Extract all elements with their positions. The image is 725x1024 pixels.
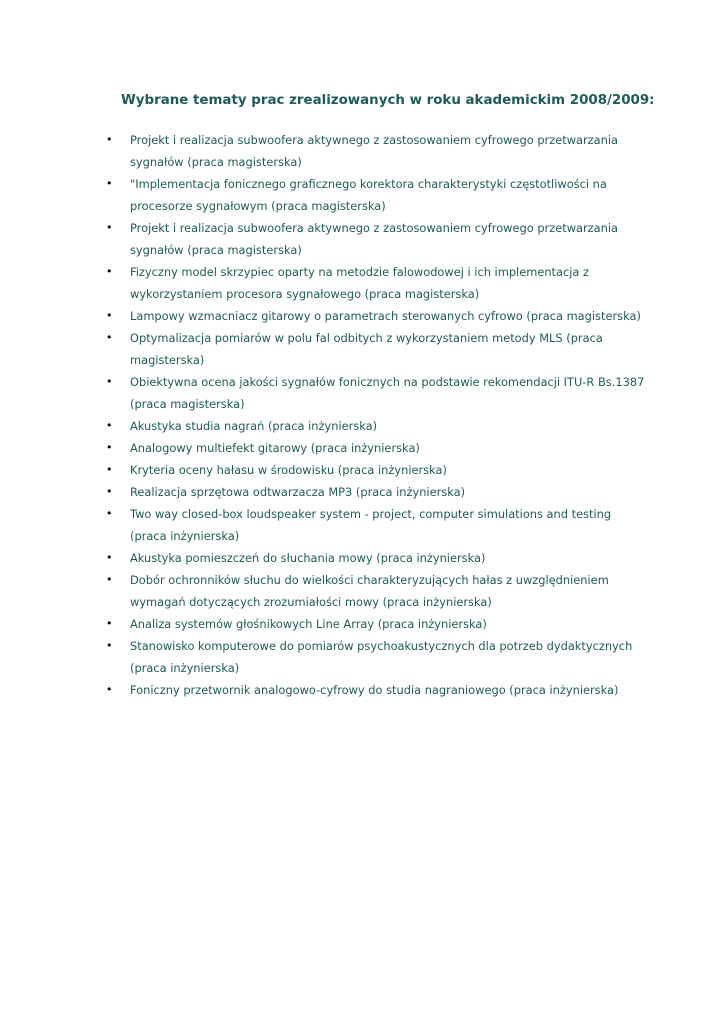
list-item <box>106 415 646 437</box>
list-item <box>106 481 646 503</box>
list-item <box>106 327 646 371</box>
topic-text: Realizacja sprzętowa odtwarzacza MP3 (praca inżynierska) <box>130 485 466 499</box>
bullet-icon: • <box>106 683 113 696</box>
topic-text: Analogowy multiefekt gitarowy (praca inżynierska) <box>130 441 420 455</box>
topic-text: Stanowisko komputerowe do pomiarów psychoakustycznych dla potrzeb dydaktycznych (praca inżynierska) <box>130 639 633 675</box>
topic-text: Akustyka pomieszczeń do słuchania mowy (praca inżynierska) <box>130 551 486 565</box>
topic-text: Fizyczny model skrzypiec oparty na metodzie falowodowej i ich implementacja z wykorzystaniem procesora sygnałowego (praca magisterska) <box>130 265 590 301</box>
topic-text: Projekt i realizacja subwoofera aktywnego z zastosowaniem cyfrowego przetwarzania sygnałów (praca magisterska) <box>130 133 619 169</box>
topic-text: "Implementacja fonicznego graficznego korektora charakterystyki częstotliwości na procesorze sygnałowym (praca magisterska) <box>130 177 607 213</box>
topic-text: Two way closed-box loudspeaker system - project, computer simulations and testing (praca inżynierska) <box>130 507 612 543</box>
bullet-icon: • <box>106 507 113 520</box>
topic-text: Analiza systemów głośnikowych Line Array (praca inżynierska) <box>130 617 487 631</box>
bullet-icon: • <box>106 133 113 146</box>
bullet-icon: • <box>106 419 113 432</box>
bullet-icon: • <box>106 573 113 586</box>
topic-text: Optymalizacja pomiarów w polu fal odbitych z wykorzystaniem metody MLS (praca magisterska) <box>130 331 603 367</box>
topic-text: Obiektywna ocena jakości sygnałów fonicznych na podstawie rekomendacji ITU-R Bs.1387 (praca magisterska) <box>130 375 645 411</box>
bullet-icon: • <box>106 265 113 278</box>
list-item <box>106 569 646 613</box>
bullet-icon: • <box>106 463 113 476</box>
bullet-icon: • <box>106 617 113 630</box>
topic-text: Projekt i realizacja subwoofera aktywnego z zastosowaniem cyfrowego przetwarzania sygnałów (praca magisterska) <box>130 221 619 257</box>
list-item <box>106 173 646 217</box>
list-item <box>106 261 646 305</box>
list-item <box>106 547 646 569</box>
list-item <box>106 613 646 635</box>
list-item <box>106 371 646 415</box>
bullet-icon: • <box>106 221 113 234</box>
list-item <box>106 217 646 261</box>
list-item <box>106 129 646 173</box>
bullet-icon: • <box>106 551 113 564</box>
topic-text: Akustyka studia nagrań (praca inżynierska) <box>130 419 378 433</box>
list-item <box>106 459 646 481</box>
bullet-icon: • <box>106 485 113 498</box>
list-item <box>106 503 646 547</box>
bullet-icon: • <box>106 639 113 652</box>
list-item <box>106 635 646 679</box>
page-title: Wybrane tematy prac zrealizowanych w roku akademickim 2008/2009: <box>121 93 655 108</box>
bullet-icon: • <box>106 375 113 388</box>
list-item <box>106 679 646 701</box>
topic-list <box>106 129 646 701</box>
topic-text: Dobór ochronników słuchu do wielkości charakteryzujących hałas z uwzględnieniem wymagań dotyczących zrozumiałości mowy (praca inżynierska) <box>130 573 609 609</box>
topic-text: Lampowy wzmacniacz gitarowy o parametrach sterowanych cyfrowo (praca magisterska) <box>130 309 641 323</box>
list-item <box>106 305 646 327</box>
topic-text: Foniczny przetwornik analogowo-cyfrowy do studia nagraniowego (praca inżynierska) <box>130 683 619 697</box>
bullet-icon: • <box>106 309 113 322</box>
bullet-icon: • <box>106 331 113 344</box>
bullet-icon: • <box>106 441 113 454</box>
list-item <box>106 437 646 459</box>
bullet-icon: • <box>106 177 113 190</box>
topic-text: Kryteria oceny hałasu w środowisku (praca inżynierska) <box>130 463 447 477</box>
